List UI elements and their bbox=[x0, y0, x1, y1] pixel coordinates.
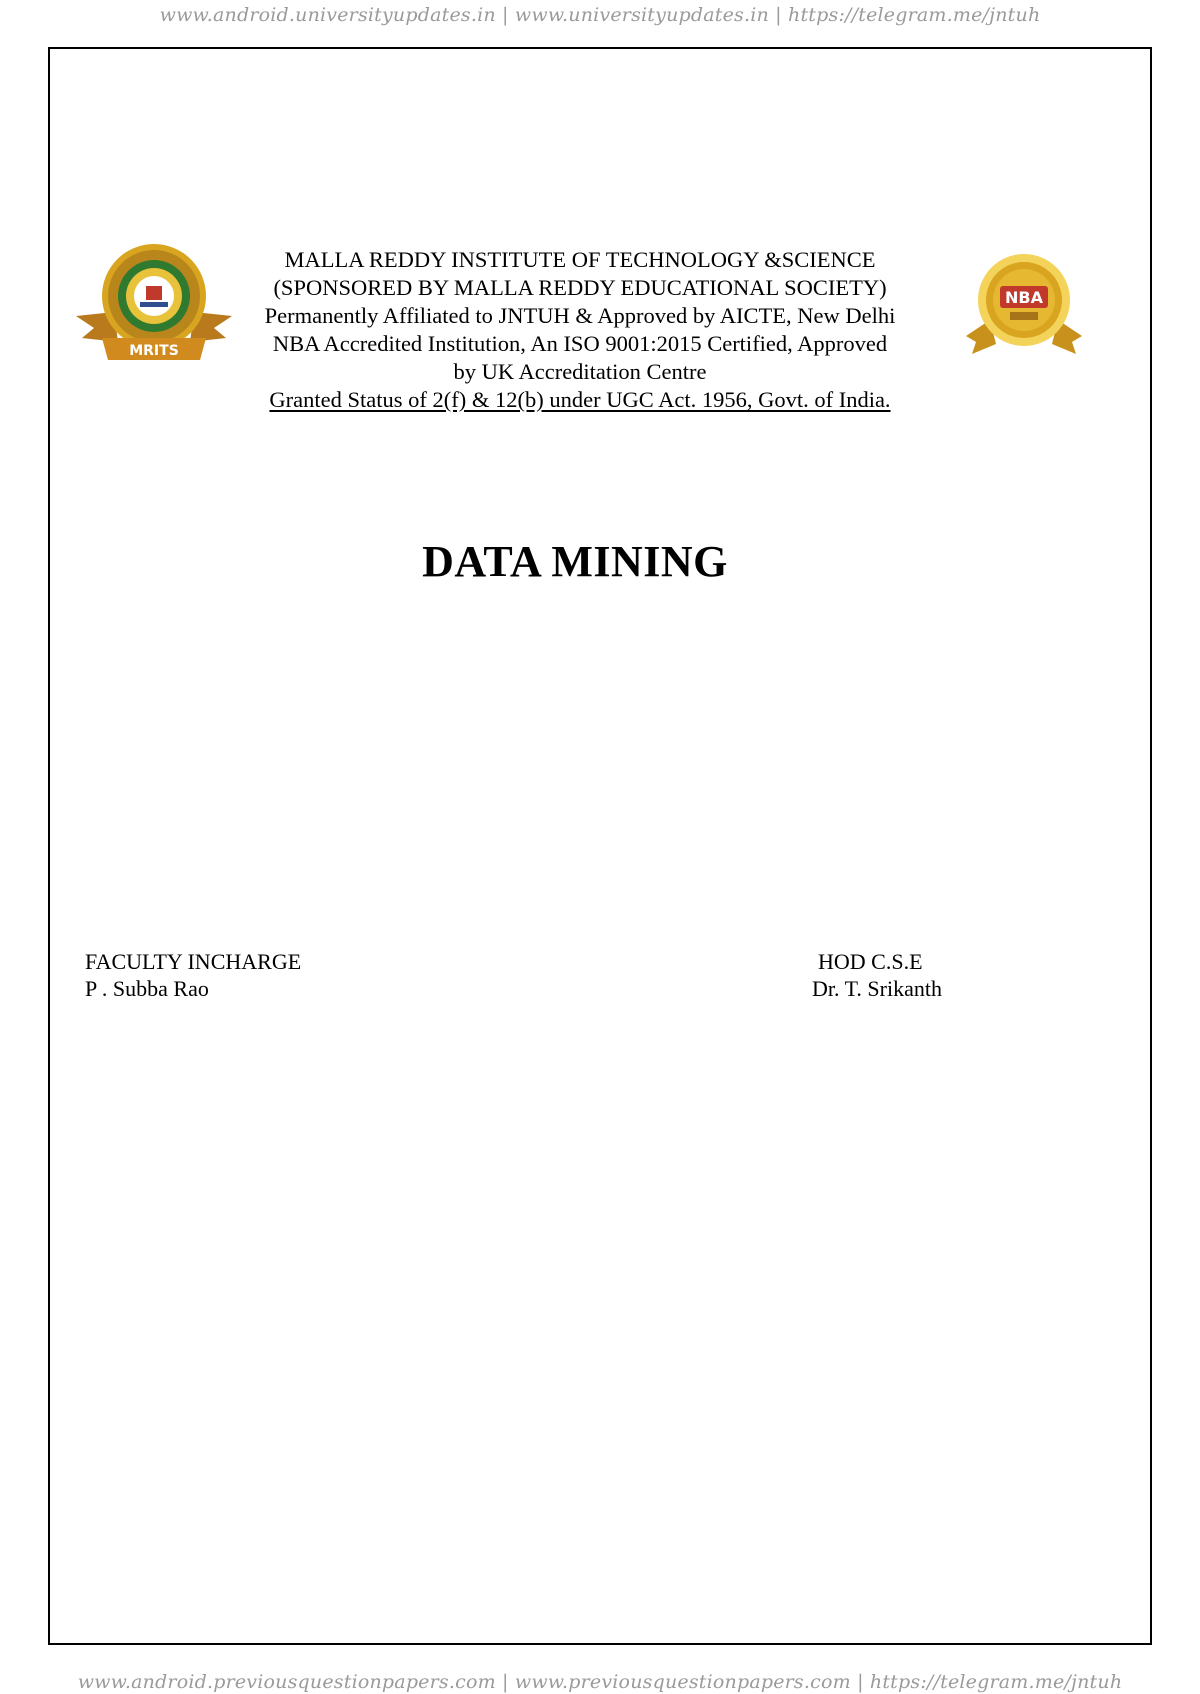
affiliation-line: Permanently Affiliated to JNTUH & Approved by AICTE, New Delhi bbox=[264, 303, 896, 328]
nba-logo-text: NBA bbox=[1005, 288, 1043, 307]
top-watermark: www.android.universityupdates.in | www.universityupdates.in | https://telegram.me/jntuh bbox=[159, 4, 1041, 26]
document-title: DATA MINING bbox=[422, 537, 728, 586]
mrits-logo-text: MRITS bbox=[129, 343, 179, 359]
faculty-name: P . Subba Rao bbox=[85, 976, 209, 1001]
sponsor-line: (SPONSORED BY MALLA REDDY EDUCATIONAL SOCIETY) bbox=[273, 275, 887, 300]
institution-header bbox=[200, 246, 960, 414]
hod-name: Dr. T. Srikanth bbox=[812, 976, 942, 1001]
hod-role: HOD C.S.E bbox=[818, 949, 923, 974]
hod-block bbox=[812, 948, 942, 1002]
accreditation-line: NBA Accredited Institution, An ISO 9001:2015 Certified, Approved bbox=[272, 331, 888, 356]
ugc-status-line: Granted Status of 2(f) & 12(b) under UGC Act. 1956, Govt. of India. bbox=[269, 387, 891, 412]
faculty-incharge-block bbox=[85, 948, 301, 1002]
nba-seal-logo bbox=[960, 250, 1088, 362]
bottom-watermark: www.android.previousquestionpapers.com | www.previousquestionpapers.com | https://telegram.me/jntuh bbox=[77, 1671, 1123, 1693]
accreditation-centre-line: by UK Accreditation Centre bbox=[453, 359, 707, 384]
faculty-role: FACULTY INCHARGE bbox=[85, 949, 302, 974]
institution-name: MALLA REDDY INSTITUTE OF TECHNOLOGY &SCIENCE bbox=[284, 247, 876, 272]
